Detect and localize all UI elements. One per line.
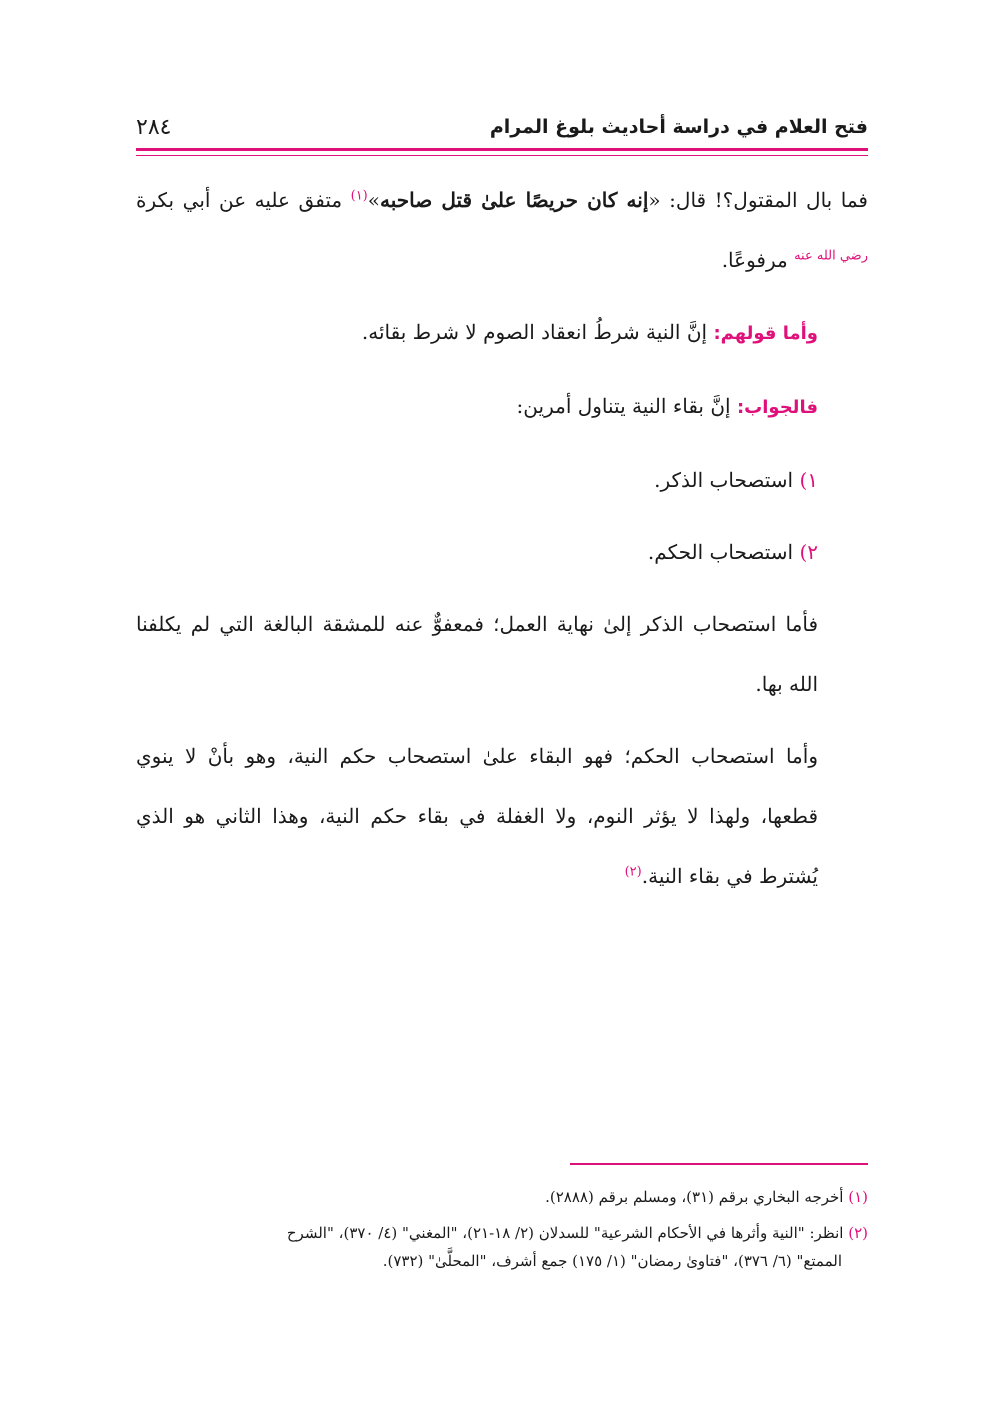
footnote-text-2-line-1: انظر: "النية وأثرها في الأحكام الشرعية" للسدلان (٢/ ١٨-٢١)، "المغني" (٤/ ٣٧٠)، "الشرح [286, 1224, 849, 1242]
header-rule-thin [136, 155, 868, 156]
honorific-symbol: رضي الله عنه [794, 248, 868, 264]
footnote-1 [136, 1183, 868, 1211]
p1-rest: متفق عليه عن أبي بكرة [136, 188, 351, 212]
quote-close: » [367, 188, 380, 212]
p1-end: مرفوعًا. [721, 248, 795, 272]
answer-text: إنَّ بقاء النية يتناول أمرين: [516, 394, 737, 418]
paragraph-2 [136, 302, 868, 364]
objection-text: إنَّ النية شرطُ انعقاد الصوم لا شرط بقائه. [361, 320, 714, 344]
page-number: ٢٨٤ [136, 114, 172, 140]
list-number-1: ١) [799, 468, 818, 492]
footnote-number-1: (١) [848, 1188, 868, 1206]
page-header [136, 112, 868, 142]
footnote-text-2-line-2: الممتع" (٦/ ٣٧٦)، "فتاوىٰ رمضان" (١/ ١٧٥) جمع أشرف، "المحلَّىٰ" (٧٣٢). [382, 1252, 842, 1270]
footnote-ref-1[interactable]: (١) [350, 188, 368, 204]
objection-label: وأما قولهم: [713, 323, 818, 344]
footnotes [136, 1183, 868, 1283]
main-text [136, 170, 868, 918]
paragraph-4: فأما استصحاب الذكر إلىٰ نهاية العمل؛ فمعفوٌّ عنه للمشقة البالغة التي لم يكلفنا الله بها. [136, 612, 818, 696]
hadith-quote: إنه كان حريصًا علىٰ قتل صاحبه [380, 188, 649, 212]
list-text-1: استصحاب الذكر. [654, 468, 800, 492]
footnote-ref-2[interactable]: (٢) [624, 864, 642, 880]
paragraph-5 [136, 726, 868, 906]
footnote-2 [136, 1219, 868, 1275]
list-text-2: استصحاب الحكم. [647, 540, 800, 564]
answer-label: فالجواب: [736, 397, 818, 418]
footnote-text-1: أخرجه البخاري برقم (٣١)، ومسلم برقم (٢٨٨٨). [545, 1188, 849, 1206]
paragraph-3 [136, 376, 868, 438]
footnote-number-2: (٢) [848, 1224, 868, 1242]
list-item-2 [136, 522, 868, 582]
p5-text: وأما استصحاب الحكم؛ فهو البقاء علىٰ استصحاب حكم النية، وهو بأنْ لا ينوي قطعها، ولهذا لا يؤثر النوم، ولا الغفلة في بقاء حكم النية، وهذا الثاني هو الذي يُشترط في بقاء النية. [136, 744, 819, 888]
footnote-separator [570, 1163, 868, 1165]
list-item-1 [136, 450, 868, 510]
header-rule-thick [136, 148, 868, 151]
p1-start: فما بال المقتول؟! قال: « [648, 188, 868, 212]
paragraph-1 [136, 170, 868, 290]
list-number-2: ٢) [799, 540, 818, 564]
running-title: فتح العلام في دراسة أحاديث بلوغ المرام [489, 116, 868, 138]
